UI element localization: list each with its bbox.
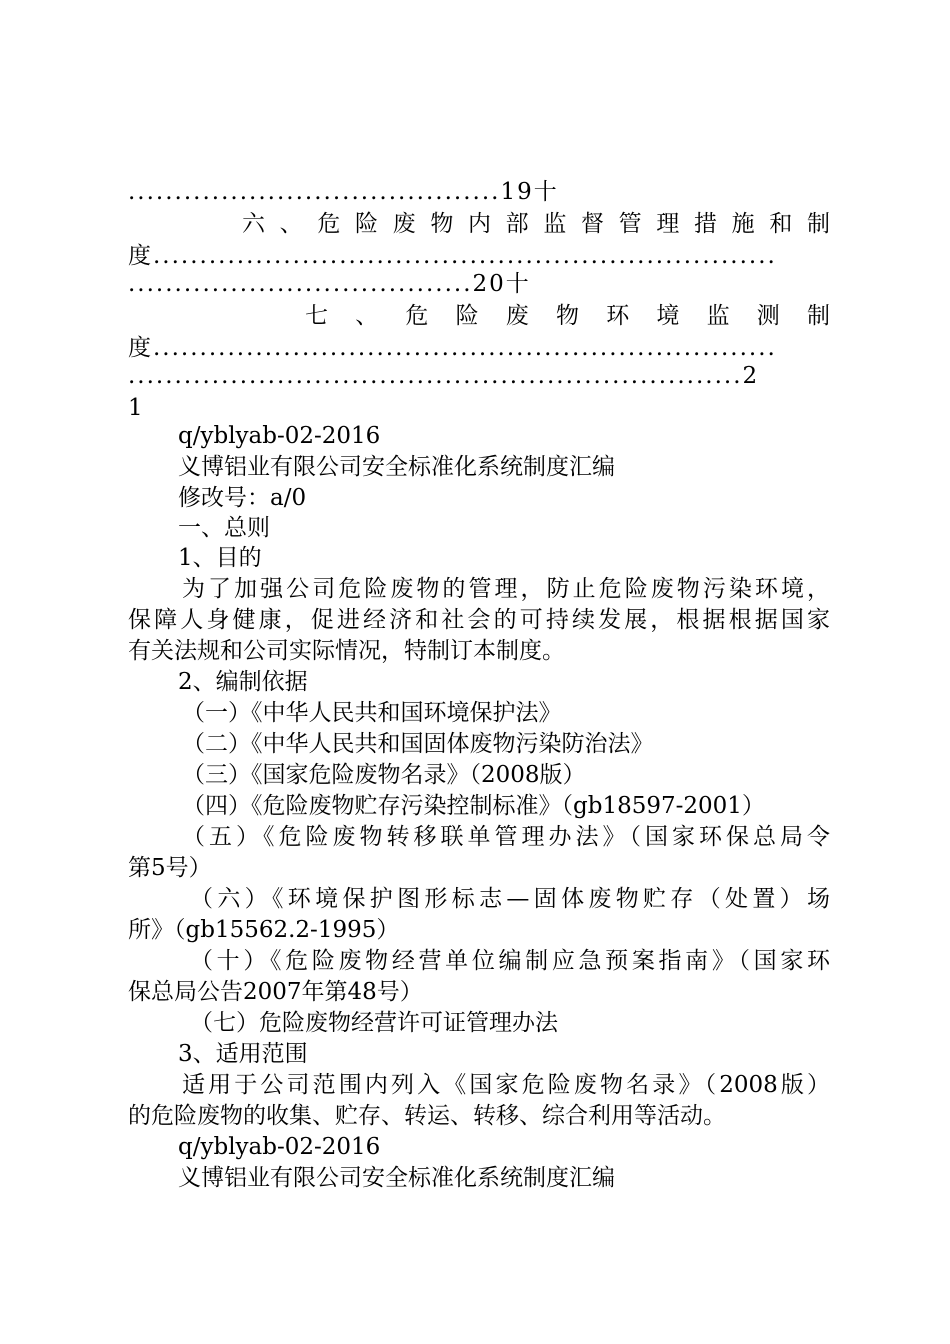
- toc-entry-17-dots: ..................................................................2: [128, 363, 760, 389]
- subsection-scope: 3、适用范围: [178, 1041, 308, 1067]
- basis-item-7-line-1: （十）《危险废物经营单位编制应急预案指南》（国家环: [190, 948, 830, 974]
- toc-entry-16-page: .....................................20十: [128, 271, 531, 297]
- subsection-purpose: 1、目的: [178, 545, 262, 571]
- basis-item-2: （二）《中华人民共和国固体废物污染防治法》: [182, 731, 654, 757]
- scope-paragraph-line-1: 适用于公司范围内列入《国家危险废物名录》（2008版）: [182, 1072, 830, 1098]
- purpose-paragraph-line-1: 为了加强公司危险废物的管理，防止危险废物污染环境，: [182, 576, 830, 602]
- basis-item-3: （三）《国家危险废物名录》（2008版）: [182, 762, 586, 788]
- revision-number: 修改号：a/0: [178, 485, 307, 511]
- toc-entry-16-continuation: 度...................................................................: [128, 243, 777, 269]
- basis-item-4: （四）《危险废物贮存污染控制标准》（gb18597-2001）: [182, 793, 765, 819]
- basis-item-5-line-2: 第5号）: [128, 855, 212, 881]
- doc-code: q/yblyab-02-2016: [178, 423, 381, 449]
- basis-item-5-line-1: （五）《危险废物转移联单管理办法》（国家环保总局令: [182, 824, 830, 850]
- basis-item-1: （一）《中华人民共和国环境保护法》: [182, 700, 562, 726]
- section-general: 一、总则: [178, 515, 270, 541]
- toc-entry-16-title: 六、危险废物内部监督管理措施和制: [242, 211, 830, 237]
- basis-item-6-line-1: （六）《环境保护图形标志—固体废物贮存（处置）场: [190, 886, 830, 912]
- basis-item-7-line-2: 保总局公告2007年第48号）: [128, 979, 423, 1005]
- purpose-paragraph-line-2: 保障人身健康，促进经济和社会的可持续发展，根据根据国家: [128, 607, 830, 633]
- toc-prev-entry-tail: ........................................19十: [128, 179, 559, 205]
- company-title: 义博铝业有限公司安全标准化系统制度汇编: [178, 454, 615, 480]
- basis-item-6-line-2: 所》（gb15562.2-1995）: [128, 917, 400, 943]
- purpose-paragraph-line-3: 有关法规和公司实际情况，特制订本制度。: [128, 638, 565, 664]
- company-title-repeat: 义博铝业有限公司安全标准化系统制度汇编: [178, 1165, 615, 1191]
- toc-entry-17-title: 七、危险废物环境监测制: [305, 303, 830, 329]
- basis-item-8: （七）危险废物经营许可证管理办法: [190, 1010, 558, 1036]
- toc-entry-17-continuation: 度...................................................................: [128, 335, 777, 361]
- doc-code-repeat: q/yblyab-02-2016: [178, 1134, 381, 1160]
- subsection-basis: 2、编制依据: [178, 669, 308, 695]
- scope-paragraph-line-2: 的危险废物的收集、贮存、转运、转移、综合利用等活动。: [128, 1103, 726, 1129]
- toc-entry-17-page-tail: 1: [128, 395, 143, 421]
